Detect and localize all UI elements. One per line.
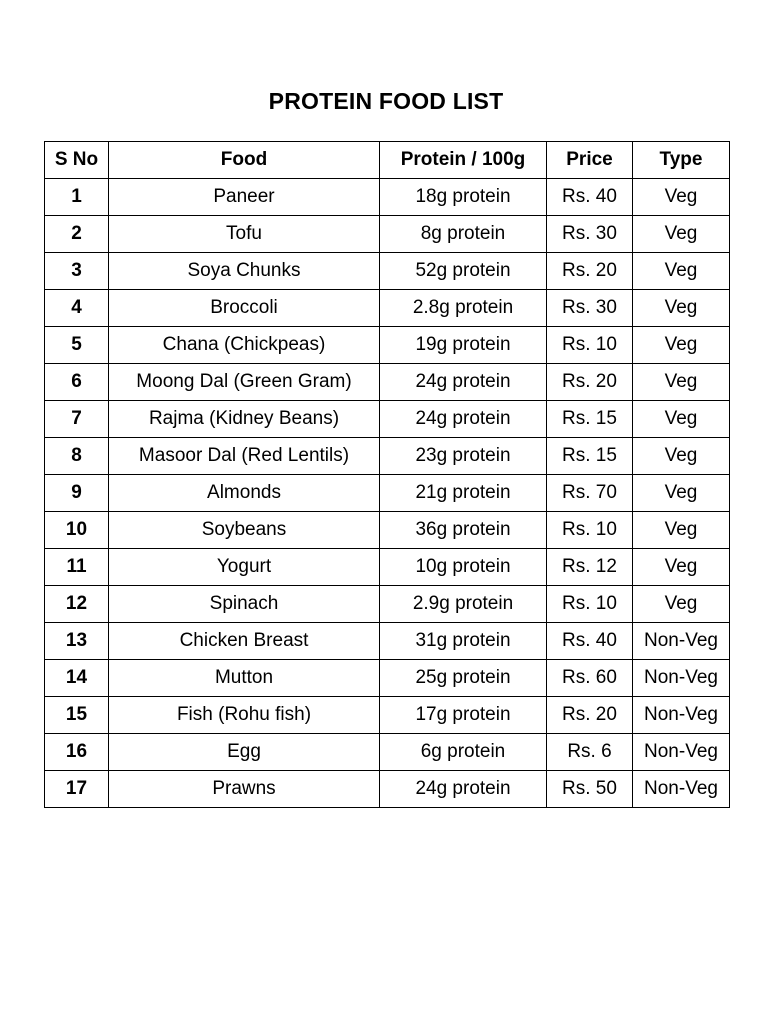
cell-price: Rs. 10 [547,586,633,623]
cell-price: Rs. 15 [547,401,633,438]
cell-food: Egg [109,734,380,771]
table-row [45,327,730,364]
table-row [45,734,730,771]
header-food: Food [109,142,380,179]
header-protein: Protein / 100g [380,142,547,179]
cell-protein: 6g protein [380,734,547,771]
table-row [45,438,730,475]
cell-type: Non-Veg [633,771,730,808]
table-row [45,697,730,734]
cell-type: Veg [633,290,730,327]
cell-type: Veg [633,512,730,549]
cell-type: Non-Veg [633,734,730,771]
protein-food-table [44,141,730,808]
table-row [45,179,730,216]
cell-type: Veg [633,216,730,253]
cell-protein: 24g protein [380,364,547,401]
cell-price: Rs. 60 [547,660,633,697]
header-price: Price [547,142,633,179]
cell-protein: 2.8g protein [380,290,547,327]
cell-protein: 24g protein [380,401,547,438]
cell-sno: 4 [45,290,109,327]
table-row [45,549,730,586]
cell-price: Rs. 40 [547,623,633,660]
cell-price: Rs. 40 [547,179,633,216]
cell-protein: 10g protein [380,549,547,586]
cell-food: Masoor Dal (Red Lentils) [109,438,380,475]
cell-type: Veg [633,475,730,512]
cell-sno: 14 [45,660,109,697]
cell-sno: 16 [45,734,109,771]
cell-protein: 24g protein [380,771,547,808]
cell-protein: 31g protein [380,623,547,660]
table-row [45,216,730,253]
cell-sno: 8 [45,438,109,475]
cell-sno: 6 [45,364,109,401]
cell-food: Rajma (Kidney Beans) [109,401,380,438]
cell-price: Rs. 30 [547,216,633,253]
cell-sno: 17 [45,771,109,808]
cell-price: Rs. 20 [547,364,633,401]
cell-protein: 18g protein [380,179,547,216]
cell-sno: 12 [45,586,109,623]
cell-food: Chicken Breast [109,623,380,660]
page-title: PROTEIN FOOD LIST [268,88,504,114]
cell-price: Rs. 15 [547,438,633,475]
cell-price: Rs. 10 [547,512,633,549]
cell-protein: 52g protein [380,253,547,290]
cell-sno: 9 [45,475,109,512]
cell-price: Rs. 20 [547,253,633,290]
cell-food: Prawns [109,771,380,808]
cell-price: Rs. 20 [547,697,633,734]
cell-type: Veg [633,253,730,290]
cell-food: Yogurt [109,549,380,586]
table-row [45,475,730,512]
table-header-row [45,142,730,179]
cell-protein: 23g protein [380,438,547,475]
cell-type: Veg [633,179,730,216]
cell-food: Spinach [109,586,380,623]
cell-food: Mutton [109,660,380,697]
cell-protein: 2.9g protein [380,586,547,623]
table-row [45,586,730,623]
cell-type: Non-Veg [633,697,730,734]
table-row [45,290,730,327]
table-row [45,623,730,660]
table-row [45,771,730,808]
table-row [45,364,730,401]
cell-food: Chana (Chickpeas) [109,327,380,364]
cell-food: Paneer [109,179,380,216]
table-row [45,253,730,290]
cell-price: Rs. 10 [547,327,633,364]
cell-type: Veg [633,586,730,623]
cell-sno: 1 [45,179,109,216]
cell-type: Non-Veg [633,660,730,697]
table-row [45,660,730,697]
cell-sno: 3 [45,253,109,290]
cell-protein: 25g protein [380,660,547,697]
cell-price: Rs. 50 [547,771,633,808]
cell-sno: 11 [45,549,109,586]
cell-protein: 21g protein [380,475,547,512]
table-row [45,401,730,438]
cell-price: Rs. 6 [547,734,633,771]
table-row [45,512,730,549]
cell-type: Non-Veg [633,623,730,660]
cell-protein: 19g protein [380,327,547,364]
cell-type: Veg [633,401,730,438]
cell-sno: 7 [45,401,109,438]
cell-protein: 36g protein [380,512,547,549]
cell-type: Veg [633,438,730,475]
header-sno: S No [45,142,109,179]
cell-price: Rs. 70 [547,475,633,512]
cell-sno: 5 [45,327,109,364]
header-type: Type [633,142,730,179]
cell-type: Veg [633,327,730,364]
cell-type: Veg [633,549,730,586]
cell-sno: 15 [45,697,109,734]
cell-food: Moong Dal (Green Gram) [109,364,380,401]
cell-food: Soybeans [109,512,380,549]
cell-price: Rs. 30 [547,290,633,327]
cell-sno: 10 [45,512,109,549]
cell-food: Broccoli [109,290,380,327]
cell-sno: 13 [45,623,109,660]
cell-price: Rs. 12 [547,549,633,586]
cell-food: Almonds [109,475,380,512]
cell-protein: 17g protein [380,697,547,734]
cell-sno: 2 [45,216,109,253]
cell-type: Veg [633,364,730,401]
cell-food: Soya Chunks [109,253,380,290]
cell-food: Fish (Rohu fish) [109,697,380,734]
cell-protein: 8g protein [380,216,547,253]
cell-food: Tofu [109,216,380,253]
